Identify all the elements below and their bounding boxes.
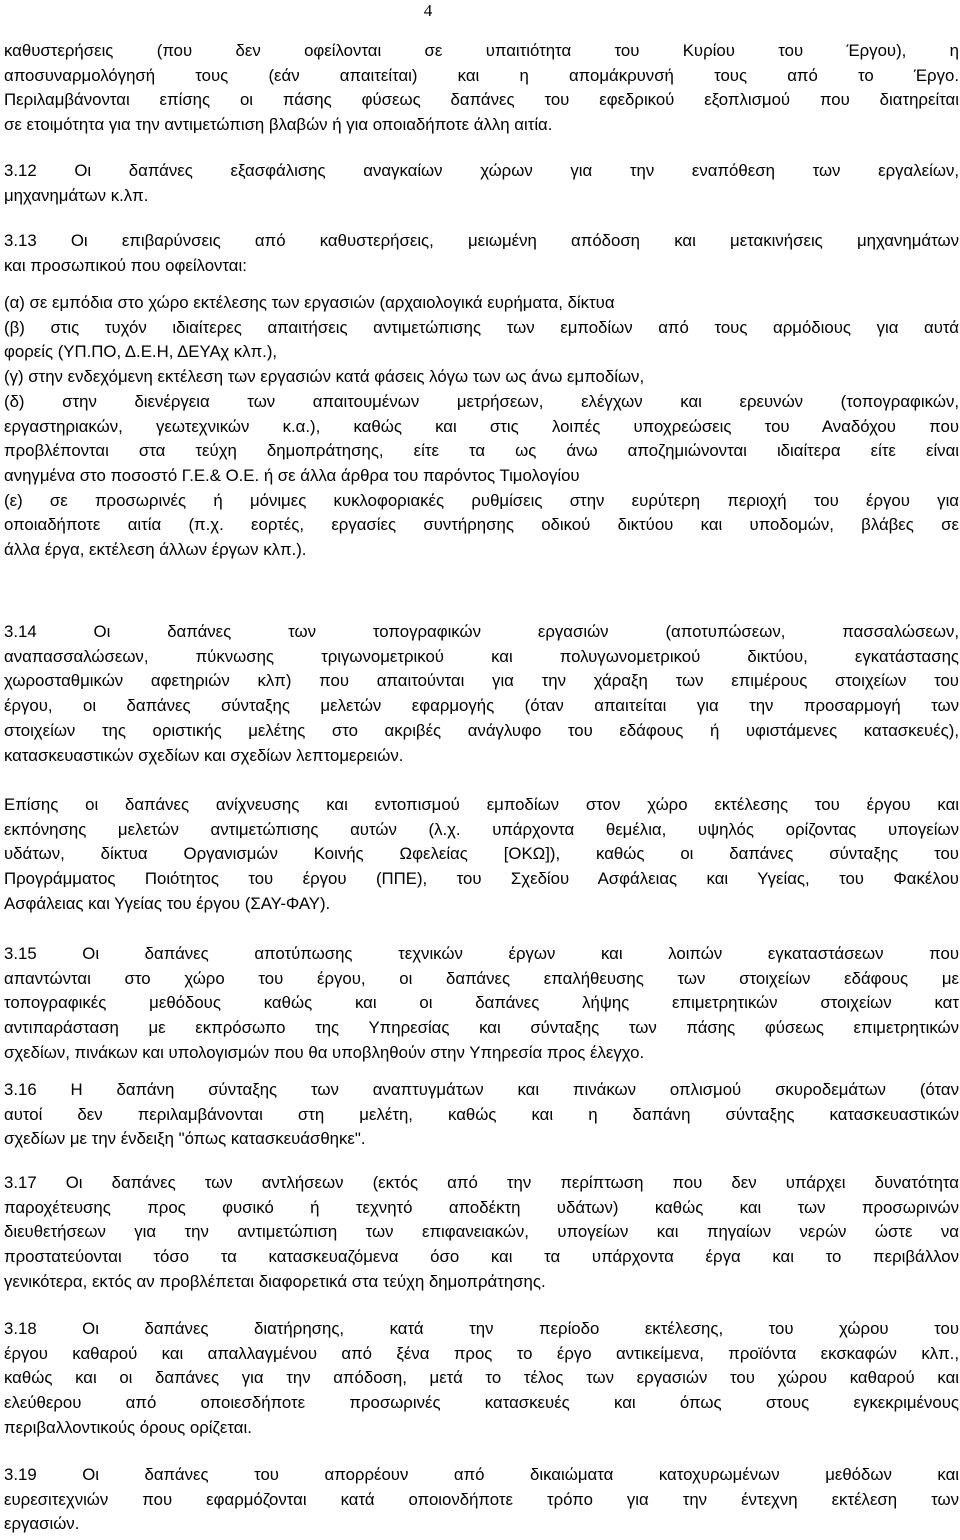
text-line: αποσυναρμολόγησή τους (εάν απαιτείται) και η απομάκρυνσή τους από το Έργο. bbox=[4, 65, 959, 85]
text-line: Ασφάλειας και Υγείας του έργου (ΣΑΥ-ΦΑΥ). bbox=[4, 893, 331, 913]
text-line: σε ετοιμότητα για την αντιμετώπιση βλαβών ή για οποιαδήποτε άλλη αιτία. bbox=[4, 115, 553, 135]
text-line: (β) στις τυχόν ιδιαίτερες απαιτήσεις αντιμετώπισης των εμποδίων από τους αρμόδιους για αυτά bbox=[4, 317, 959, 337]
text-line: κατασκευαστικών σχεδίων και σχεδίων λεπτομερειών. bbox=[4, 745, 404, 765]
text-line: 3.14 Οι δαπάνες των τοπογραφικών εργασιών (αποτυπώσεων, πασσαλώσεων, bbox=[4, 622, 959, 641]
text-line: τοπογραφικές μεθόδους καθώς και οι δαπάνες λήψης επιμετρητικών στοιχείων κατ bbox=[4, 993, 959, 1013]
text-line: 3.16 Η δαπάνη σύνταξης των αναπτυγμάτων και πινάκων οπλισμού σκυροδεμάτων (όταν bbox=[4, 1080, 959, 1099]
text-line: 3.19 Οι δαπάνες του απορρέουν από δικαιώματα κατοχυρωμένων μεθόδων και bbox=[4, 1465, 959, 1484]
text-line: παροχέτευσης προς φυσικό ή τεχνητό αποδέκτη υδάτων) καθώς και των προσωρινών bbox=[4, 1197, 959, 1217]
text-line: προστατεύονται τόσο τα κατασκευαζόμενα όσο και τα υπάρχοντα έργα και το περιβάλλον bbox=[4, 1247, 959, 1267]
text-line: προβλέπονται στα τεύχη δημοπράτησης, είτε τα ως άνω αποζημιώνονται ιδιαίτερα είτε είναι bbox=[4, 441, 959, 461]
text-line: αντιπαράσταση με εκπρόσωπο της Υπηρεσίας και σύνταξης των πάσης φύσεως επιμετρητικών bbox=[4, 1018, 959, 1038]
text-line: απαντώνται στο χώρο του έργου, οι δαπάνες επαλήθευσης των στοιχείων εδάφους με bbox=[4, 968, 959, 988]
text-line: (α) σε εμπόδια στο χώρο εκτέλεσης των εργασιών (αρχαιολογικά ευρήματα, δίκτυα bbox=[4, 293, 615, 312]
text-line: έργου, οι δαπάνες σύνταξης μελετών εφαρμογής (όταν απαιτείται για την προσαρμογή των bbox=[4, 696, 959, 716]
text-line: εκπόνησης μελετών αντιμετώπισης αυτών (λ.χ. υπάρχοντα θεμέλια, υψηλός ορίζοντας υπογείων bbox=[4, 819, 959, 839]
text-line: οποιαδήποτε αιτία (π.χ. εορτές, εργασίες συντήρησης οδικού δικτύου και υποδομών, βλάβες σε bbox=[4, 515, 959, 535]
text-line: ανηγμένα στο ποσοστό Γ.Ε.& Ο.Ε. ή σε άλλα άρθρα του παρόντος Τιμολογίου bbox=[4, 465, 580, 485]
text-line: υδάτων, δίκτυα Οργανισμών Κοινής Ωφελείας [ΟΚΩ]), καθώς οι δαπάνες σύνταξης του bbox=[4, 844, 959, 864]
text-line: καθώς και οι δαπάνες για την απόδοση, μετά το τέλος των εργασιών του χώρου καθαρού και bbox=[4, 1368, 959, 1388]
text-line: 3.15 Οι δαπάνες αποτύπωσης τεχνικών έργων και λοιπών εγκαταστάσεων που bbox=[4, 944, 959, 963]
text-line: αυτοί δεν περιλαμβάνονται στη μελέτη, καθώς και η δαπάνη σύνταξης κατασκευαστικών bbox=[4, 1104, 959, 1124]
text-line: εργασιών. bbox=[4, 1514, 80, 1534]
text-line: ευρεσιτεχνιών που εφαρμόζονται κατά οποιονδήποτε τρόπο για την έντεχνη εκτέλεση των bbox=[4, 1489, 959, 1509]
text-line: Περιλαμβάνονται επίσης οι πάσης φύσεως δαπάνες του εφεδρικού εξοπλισμού που διατηρείται bbox=[4, 90, 959, 110]
text-line: 3.17 Οι δαπάνες των αντλήσεων (εκτός από την περίπτωση που δεν υπάρχει δυνατότητα bbox=[4, 1173, 959, 1192]
text-line: άλλα έργα, εκτέλεση άλλων έργων κλπ.). bbox=[4, 540, 307, 559]
text-line: και προσωπικού που οφείλονται: bbox=[4, 255, 247, 275]
text-line: 3.13 Οι επιβαρύνσεις από καθυστερήσεις, μειωμένη απόδοση και μετακινήσεις μηχανημάτων bbox=[4, 231, 959, 250]
text-line: ελεύθερου από οποιεσδήποτε προσωρινές κατασκευές και όπως στους εγκεκριμένους bbox=[4, 1393, 959, 1413]
text-line: (δ) στην διενέργεια των απαιτουμένων μετρήσεων, ελέγχων και ερευνών (τοπογραφικών, bbox=[4, 391, 959, 411]
text-line: (ε) σε προσωρινές ή μόνιμες κυκλοφοριακές ρυθμίσεις στην ευρύτερη περιοχή του έργου για bbox=[4, 490, 959, 510]
text-line: έργου καθαρού και απαλλαγμένου από ξένα προς το έργο αντικείμενα, προϊόντα εκσκαφών κλπ., bbox=[4, 1343, 959, 1363]
text-line: αναπασσαλώσεων, πύκνωσης τριγωνομετρικού και πολυγωνομετρικού δικτύου, εγκατάστασης bbox=[4, 646, 959, 666]
text-line: σχεδίων με την ένδειξη "όπως κατασκευάσθηκε". bbox=[4, 1129, 366, 1149]
text-line: χωροσταθμικών αφετηριών κλπ) που απαιτούνται για την χάραξη των επιμέρους στοιχείων του bbox=[4, 671, 959, 691]
text-line: στοιχείων της οριστικής μελέτης στο ακριβές ανάγλυφο του εδάφους ή υφιστάμενες κατασκευές), bbox=[4, 720, 959, 740]
text-line: εργαστηριακών, γεωτεχνικών κ.α.), καθώς και στις λοιπές υποχρεώσεις του Αναδόχου που bbox=[4, 416, 959, 436]
text-line: φορείς (ΥΠ.ΠΟ, Δ.Ε.Η, ΔΕΥΑχ κλπ.), bbox=[4, 342, 278, 362]
text-line: 3.18 Οι δαπάνες διατήρησης, κατά την περίοδο εκτέλεσης, του χώρου του bbox=[4, 1319, 959, 1338]
text-line: σχεδίων, πινάκων και υπολογισμών που θα υποβληθούν στην Υπηρεσία προς έλεγχο. bbox=[4, 1042, 645, 1062]
text-line: διευθετήσεων για την αντιμετώπιση των επιφανειακών, υπογείων και πηγαίων νερών ώστε να bbox=[4, 1222, 959, 1242]
text-line: 3.12 Οι δαπάνες εξασφάλισης αναγκαίων χώρων για την εναπόθεση των εργαλείων, bbox=[4, 161, 959, 180]
text-line: (γ) στην ενδεχόμενη εκτέλεση των εργασιών κατά φάσεις λόγω των ως άνω εμποδίων, bbox=[4, 367, 645, 387]
text-line: μηχανημάτων κ.λπ. bbox=[4, 185, 149, 205]
text-line: γενικότερα, εκτός αν προβλέπεται διαφορετικά στα τεύχη δημοπράτησης. bbox=[4, 1271, 546, 1291]
text-line: καθυστερήσεις (που δεν οφείλονται σε υπαιτιότητα του Κυρίου του Έργου), η bbox=[4, 41, 959, 60]
text-line: περιβαλλοντικούς όρους ορίζεται. bbox=[4, 1417, 252, 1437]
text-line: Προγράμματος Ποιότητος του έργου (ΠΠΕ), του Σχεδίου Ασφάλειας και Υγείας, του Φακέλου bbox=[4, 869, 959, 889]
page-number: 4 bbox=[423, 1, 433, 20]
text-line: Επίσης οι δαπάνες ανίχνευσης και εντοπισμού εμποδίων στον χώρο εκτέλεσης του έργου και bbox=[4, 795, 959, 814]
